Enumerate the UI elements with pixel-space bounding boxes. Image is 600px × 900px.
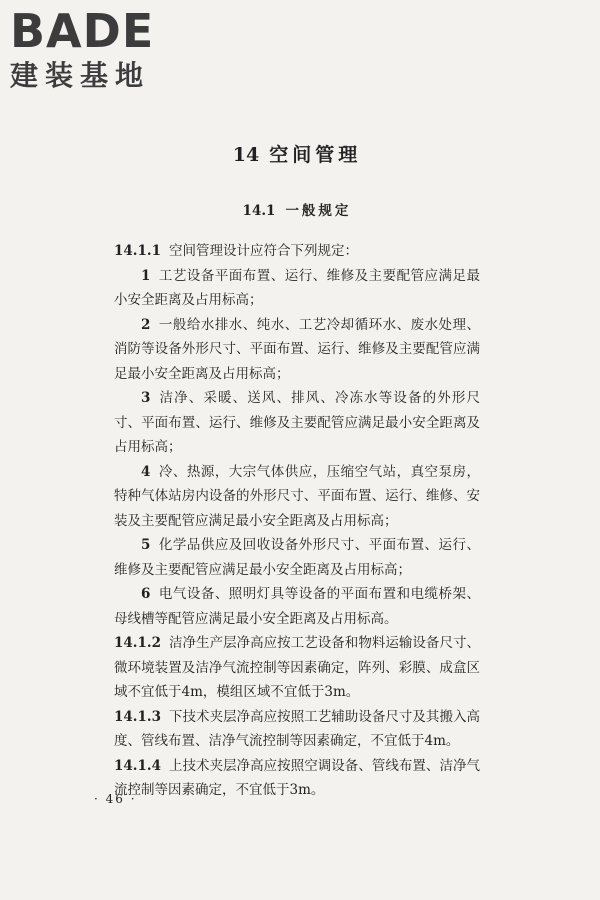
list-item (114, 582, 480, 631)
clause-text: 空间管理设计应符合下列规定： (168, 243, 358, 259)
page-number: · 46 · (94, 792, 137, 806)
item-text: 洁净、采暖、送风、排风、冷冻水等设备的外形尺寸、平面布置、运行、维修及主要配管应满足最小安全距离及占用标高； (114, 390, 480, 455)
clause-number: 14.1.2 (114, 635, 161, 651)
list-item (114, 313, 480, 387)
item-number: 4 (141, 463, 151, 480)
section-number: 14.1 (242, 203, 276, 219)
clause-number: 14.1.4 (114, 757, 161, 774)
clause-number: 14.1.1 (114, 243, 161, 259)
chapter-number: 14 (232, 144, 260, 166)
clause-text: 下技术夹层净高应按照工艺辅助设备尺寸及其搬入高度、管线布置、洁净气流控制等因素确定，不宜低于4m。 (114, 708, 480, 749)
item-number: 3 (141, 390, 151, 406)
bade-logo (10, 6, 154, 92)
page-body (114, 140, 480, 803)
chapter-title (114, 140, 480, 167)
clause-number: 14.1.3 (114, 708, 161, 725)
item-number: 2 (141, 316, 151, 333)
item-number: 1 (141, 267, 151, 284)
clause-14-1-3 (114, 705, 480, 754)
item-text: 工艺设备平面布置、运行、维修及主要配管应满足最小安全距离及占用标高； (114, 267, 480, 308)
clause-text: 上技术夹层净高应按照空调设备、管线布置、洁净气流控制等因素确定，不宜低于3m。 (114, 757, 480, 798)
list-item (114, 460, 480, 534)
item-text: 电气设备、照明灯具等设备的平面布置和电缆桥架、母线槽等配管应满足最小安全距离及占用标高。 (114, 586, 480, 627)
item-text: 冷、热源，大宗气体供应，压缩空气站，真空泵房，特种气体站房内设备的外形尺寸、平面布置、运行、维修、安装及主要配管应满足最小安全距离及占用标高； (114, 463, 480, 529)
clause-14-1-2 (114, 631, 480, 705)
item-text: 一般给水排水、纯水、工艺冷却循环水、废水处理、消防等设备外形尺寸、平面布置、运行、维修及主要配管应满足最小安全距离及占用标高； (114, 316, 480, 382)
clause-14-1-4 (114, 754, 480, 803)
logo-subtitle: 建装基地 (10, 59, 151, 92)
list-item (114, 386, 480, 460)
clause-text: 洁净生产层净高应按工艺设备和物料运输设备尺寸、微环境装置及洁净气流控制等因素确定，阵列、彩膜、成盒区域不宜低于4m，模组区域不宜低于3m。 (114, 635, 480, 700)
item-number: 6 (141, 586, 151, 602)
clause-14-1-1 (114, 239, 480, 264)
chapter-title-text: 空间管理 (269, 144, 362, 166)
list-item (114, 533, 480, 582)
list-item (114, 264, 480, 313)
item-number: 5 (141, 537, 151, 553)
section-title-text: 一般规定 (285, 203, 352, 219)
item-text: 化学品供应及回收设备外形尺寸、平面布置、运行、维修及主要配管应满足最小安全距离及占用标高； (114, 537, 480, 578)
logo-wordmark: BADE (10, 4, 155, 58)
section-title (114, 199, 480, 219)
